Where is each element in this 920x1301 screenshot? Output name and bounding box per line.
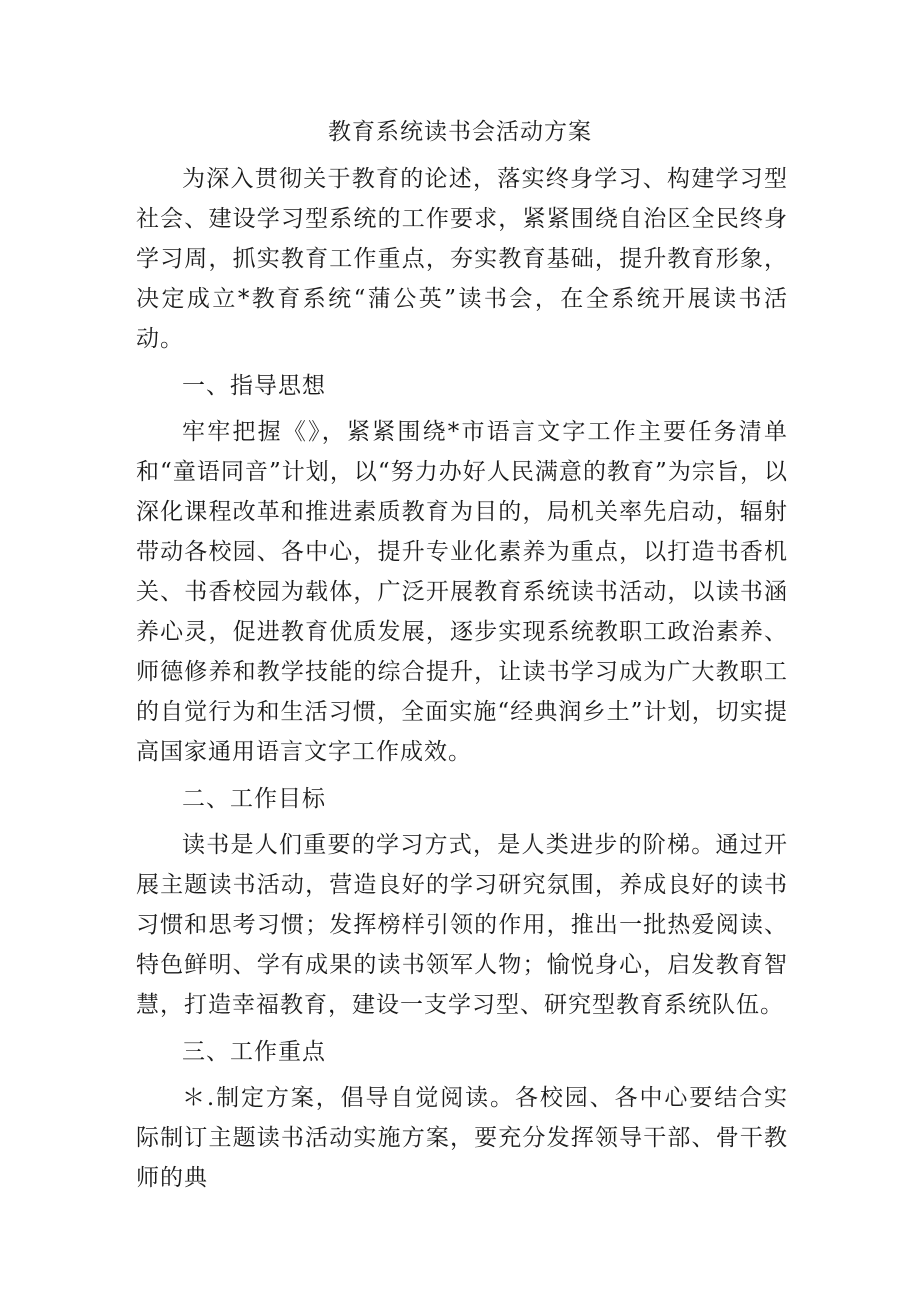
section-paragraph-work-goals: 读书是人们重要的学习方式，是人类进步的阶梯。通过开展主题读书活动，营造良好的学习研究氛围，养成良好的读书习惯和思考习惯；发挥榜样引领的作用，推出一批热爱阅读、特色鲜明、学有成果的读书领军人物；愉悦身心，启发教育智慧，打造幸福教育，建设一支学习型、研究型教育系统队伍。 [136, 832, 788, 1018]
document-title: 教育系统读书会活动方案 [328, 119, 592, 145]
section-heading-work-goals: 二、工作目标 [182, 785, 326, 812]
section-paragraph-guiding-ideology: 牢牢把握《》，紧紧围绕*市语言文字工作主要任务清单和“童语同音”计划，以“努力办好人民满意的教育”为宗旨，以深化课程改革和推进素质教育为目的，局机关率先启动，辐射带动各校园、各中心，提升专业化素养为重点，以打造书香机关、书香校园为载体，广泛开展教育系统读书活动，以读书涵养心灵，促进教育优质发展，逐步实现系统教职工政治素养、师德修养和教学技能的综合提升，让读书学习成为广大教职工的自觉行为和生活习惯，全面实施“经典润乡土”计划，切实提高国家通用语言文字工作成效。 [136, 419, 788, 765]
document-body [136, 159, 788, 1198]
section-heading-guiding-ideology: 一、指导思想 [182, 372, 326, 399]
section-paragraph-work-focus: ＊.制定方案，倡导自觉阅读。各校园、各中心要结合实际制订主题读书活动实施方案，要充分发挥领导干部、骨干教师的典 [136, 1085, 788, 1191]
intro-paragraph: 为深入贯彻关于教育的论述，落实终身学习、构建学习型社会、建设学习型系统的工作要求，紧紧围绕自治区全民终身学习周，抓实教育工作重点，夯实教育基础，提升教育形象，决定成立*教育系统“蒲公英”读书会，在全系统开展读书活动。 [136, 166, 788, 352]
section-heading-work-focus: 三、工作重点 [182, 1038, 326, 1065]
